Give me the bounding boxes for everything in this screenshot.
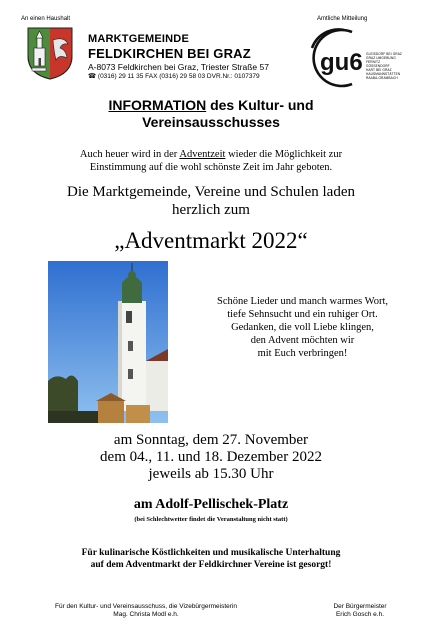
- poem-line: den Advent möchten wir: [250, 335, 355, 346]
- municipality-title-line2: FELDKIRCHEN BEI GRAZ: [88, 46, 251, 61]
- church-tower-photo: [48, 261, 168, 423]
- logo-member: GÖSSENDORF: [366, 64, 390, 68]
- municipality-contact: ☎ (0316) 29 11 35 FAX (0316) 29 58 03 DVR.Nr.: 0107379: [88, 73, 260, 80]
- logo-member: GRAZ UMGEBUNG: [366, 56, 396, 60]
- information-heading-rest: des Kultur- und: [206, 97, 314, 113]
- logo-text: gu6: [320, 49, 363, 76]
- intro-text: Auch heuer wird in der: [79, 149, 180, 160]
- signature-name: Mag. Christa Modl e.h.: [113, 611, 179, 618]
- municipality-title-line1: MARKTGEMEINDE: [88, 33, 189, 45]
- logo-member: HAUSMANNSTÄTTEN: [366, 72, 401, 76]
- poem-line: tiefe Sehnsucht und ein ruhiger Ort.: [227, 309, 378, 320]
- intro-text: wieder die Möglichkeit zur: [225, 149, 343, 160]
- information-heading-line2: Vereinsausschusses: [142, 114, 280, 130]
- municipality-address: A-8073 Feldkirchen bei Graz, Triester Straße 57: [88, 62, 269, 72]
- municipality-crest-icon: [26, 26, 74, 80]
- signature-name: Erich Gosch e.h.: [335, 611, 385, 618]
- logo-member: RAABA-GRAMBACH: [366, 76, 398, 80]
- date-line: am Sonntag, dem 27. November: [113, 432, 309, 448]
- advent-time-word: Adventzeit: [179, 149, 226, 160]
- signature-vice-mayor: [21, 603, 271, 619]
- logo-member: FERNITZ: [366, 60, 381, 64]
- invitation-line2: herzlich zum: [172, 202, 250, 218]
- date-line: jeweils ab 15.30 Uhr: [148, 466, 274, 482]
- invitation-text: [0, 183, 422, 219]
- event-dates: [0, 432, 422, 483]
- poem-line: Schöne Lieder und manch warmes Wort,: [217, 296, 388, 307]
- poem-line: Gedanken, die voll Liebe klingen,: [231, 322, 374, 333]
- closing-statement: [0, 547, 422, 571]
- logo-member-list: [366, 52, 410, 80]
- signature-role: Für den Kultur- und Vereinsausschuss, die Vizebürgermeisterin: [55, 603, 237, 610]
- closing-line: Für kulinarische Köstlichkeiten und musikalische Unterhaltung: [81, 548, 341, 558]
- logo-member: HART BEI GRAZ: [366, 68, 392, 72]
- signature-mayor: [320, 603, 400, 619]
- official-notice-label: Amtliche Mitteilung: [317, 16, 368, 22]
- distribution-note: An einen Haushalt: [21, 16, 71, 22]
- intro-line2: Einstimmung auf die wohl schönste Zeit im Jahr geboten.: [89, 162, 333, 173]
- closing-line: auf dem Adventmarkt der Feldkirchner Vereine ist gesorgt!: [90, 560, 332, 570]
- date-line: dem 04., 11. und 18. Dezember 2022: [100, 449, 322, 465]
- advent-poem: [190, 295, 415, 360]
- invitation-line1: Die Marktgemeinde, Vereine und Schulen laden: [67, 184, 355, 200]
- logo-member: GLEISDORF BEI GRAZ: [366, 52, 402, 56]
- poem-line: mit Euch verbringen!: [257, 348, 348, 359]
- information-heading: [0, 97, 422, 131]
- event-title: „Adventmarkt 2022“: [114, 228, 308, 253]
- weather-note: (bei Schlechtwetter findet die Veranstaltung nicht statt): [134, 516, 288, 523]
- event-location: am Adolf-Pellischek-Platz: [133, 497, 289, 512]
- information-word: INFORMATION: [108, 97, 207, 113]
- signature-role: Der Bürgermeister: [333, 603, 387, 610]
- intro-paragraph: [0, 148, 422, 174]
